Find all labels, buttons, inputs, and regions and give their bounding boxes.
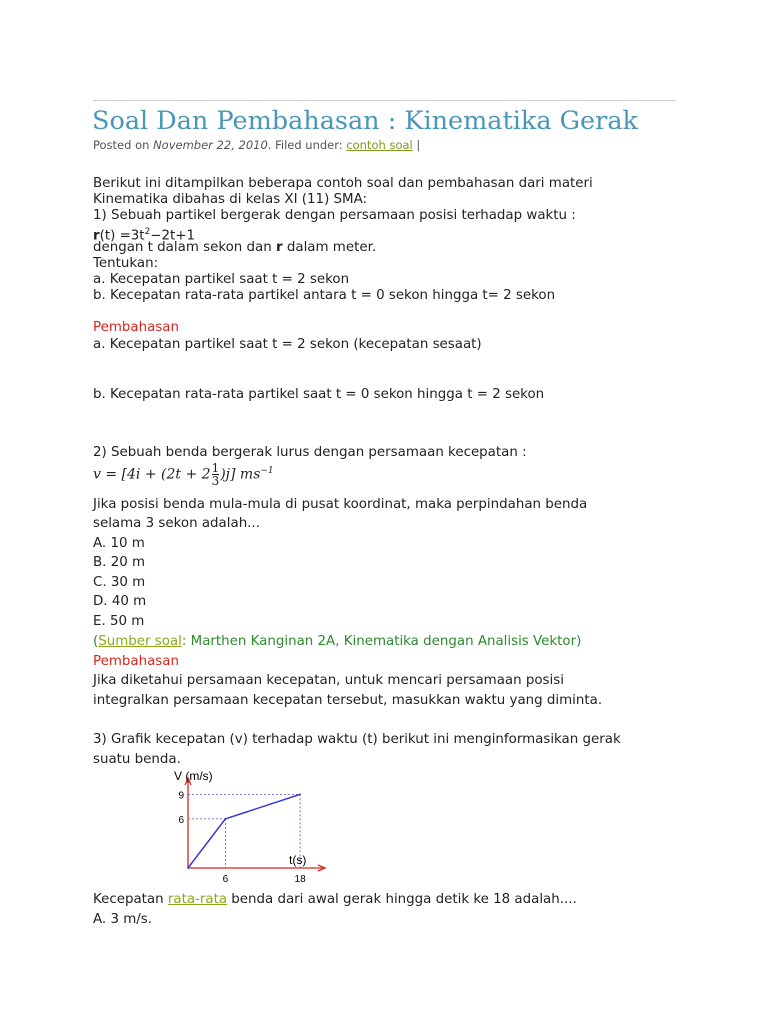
q3-ask-a: Kecepatan xyxy=(93,892,168,907)
q2-eq-den: 3 xyxy=(211,474,220,488)
velocity-time-chart xyxy=(160,766,340,890)
q2-eq-pre: v = [4i + (2t + 2 xyxy=(93,466,211,483)
q3-question xyxy=(93,892,577,908)
x-tick-label-18: 18 xyxy=(294,874,306,885)
q2-equation xyxy=(93,462,274,487)
q2-option-e: E. 50 m xyxy=(93,614,145,629)
q1-units-a: dengan t dalam sekon dan xyxy=(93,240,276,255)
q2-eq-fraction xyxy=(212,462,220,487)
q1-solution-a: a. Kecepatan partikel saat t = 2 sekon (kecepatan sesaat) xyxy=(93,337,482,352)
q1-part-b: b. Kecepatan rata-rata partikel antara t = 0 sekon hingga t= 2 sekon xyxy=(93,288,556,303)
q1-solution-b: b. Kecepatan rata-rata partikel saat t = 0 sekon hingga t = 2 sekon xyxy=(93,387,545,402)
y-tick-label-9: 9 xyxy=(178,790,184,802)
q1-stem: 1) Sebuah partikel bergerak dengan persamaan posisi terhadap waktu : xyxy=(93,208,576,223)
q2-eq-post: )j] ms xyxy=(220,466,261,483)
q3-rata-rata-link[interactable]: rata-rata xyxy=(167,892,228,907)
x-axis-label: t(s) xyxy=(289,853,307,867)
q2-source-text: : Marthen Kanginan 2A, Kinematika dengan Analisis Vektor) xyxy=(181,634,582,649)
intro-line-1: Berikut ini ditampilkan beberapa contoh soal dan pembahasan dari materi xyxy=(93,176,593,191)
data-point-1 xyxy=(224,818,226,820)
intro-line-2: Kinematika dibahas di kelas XI (11) SMA: xyxy=(93,192,368,207)
q2-option-a: A. 10 m xyxy=(93,536,145,551)
q2-option-d: D. 40 m xyxy=(93,594,147,609)
velocity-series-line xyxy=(188,794,300,868)
q2-source-open: ( xyxy=(93,634,99,649)
q1-eq-a: (t) =3t xyxy=(99,228,145,244)
filed-under-label: . Filed under: xyxy=(267,138,347,152)
q1-eq-sup: 2 xyxy=(144,227,151,237)
q2-pembahasan-heading: Pembahasan xyxy=(93,654,179,669)
q3-option-a: A. 3 m/s. xyxy=(93,912,153,927)
q1-units-b: dalam meter. xyxy=(282,240,377,255)
posted-on-label: Posted on xyxy=(93,138,154,152)
q1-eq-r: r xyxy=(93,228,100,244)
q2-text-1: Jika posisi benda mula-mula di pusat koordinat, maka perpindahan benda xyxy=(93,497,588,512)
q3-stem-1: 3) Grafik kecepatan (v) terhadap waktu (t) berikut ini menginformasikan gerak xyxy=(93,732,621,747)
q3-stem-2: suatu benda. xyxy=(93,752,181,767)
q1-units-r: r xyxy=(276,240,283,255)
q2-eq-sup: −1 xyxy=(260,465,274,476)
meta-separator: | xyxy=(412,138,421,152)
q1-units xyxy=(93,240,376,256)
post-meta xyxy=(93,138,420,152)
category-link[interactable]: contoh soal xyxy=(346,138,413,152)
y-axis-label: V (m/s) xyxy=(174,769,213,783)
x-tick-label-6: 6 xyxy=(222,874,229,885)
q2-text-2: selama 3 sekon adalah... xyxy=(93,516,260,531)
y-tick-label-6: 6 xyxy=(178,814,184,826)
q2-solution-1: Jika diketahui persamaan kecepatan, untuk mencari persamaan posisi xyxy=(93,673,564,688)
header-divider xyxy=(93,100,676,101)
q2-solution-2: integralkan persamaan kecepatan tersebut, masukkan waktu yang diminta. xyxy=(93,693,603,708)
q2-source-link[interactable]: Sumber soal xyxy=(98,634,182,649)
q2-source xyxy=(93,634,581,650)
post-title[interactable]: Soal Dan Pembahasan : Kinematika Gerak xyxy=(92,106,638,136)
post-date: November 22, 2010 xyxy=(153,138,268,152)
q1-part-a: a. Kecepatan partikel saat t = 2 sekon xyxy=(93,272,350,287)
q1-eq-b: −2t+1 xyxy=(150,228,196,244)
q2-option-c: C. 30 m xyxy=(93,575,146,590)
data-point-0 xyxy=(187,867,189,869)
q1-pembahasan-heading: Pembahasan xyxy=(93,320,179,335)
data-point-2 xyxy=(299,793,301,795)
q1-tentukan: Tentukan: xyxy=(93,256,159,271)
q2-stem: 2) Sebuah benda bergerak lurus dengan persamaan kecepatan : xyxy=(93,445,527,460)
q2-eq-num: 1 xyxy=(211,461,220,475)
q2-option-b: B. 20 m xyxy=(93,555,146,570)
q3-ask-b: benda dari awal gerak hingga detik ke 18 adalah.... xyxy=(227,892,577,907)
